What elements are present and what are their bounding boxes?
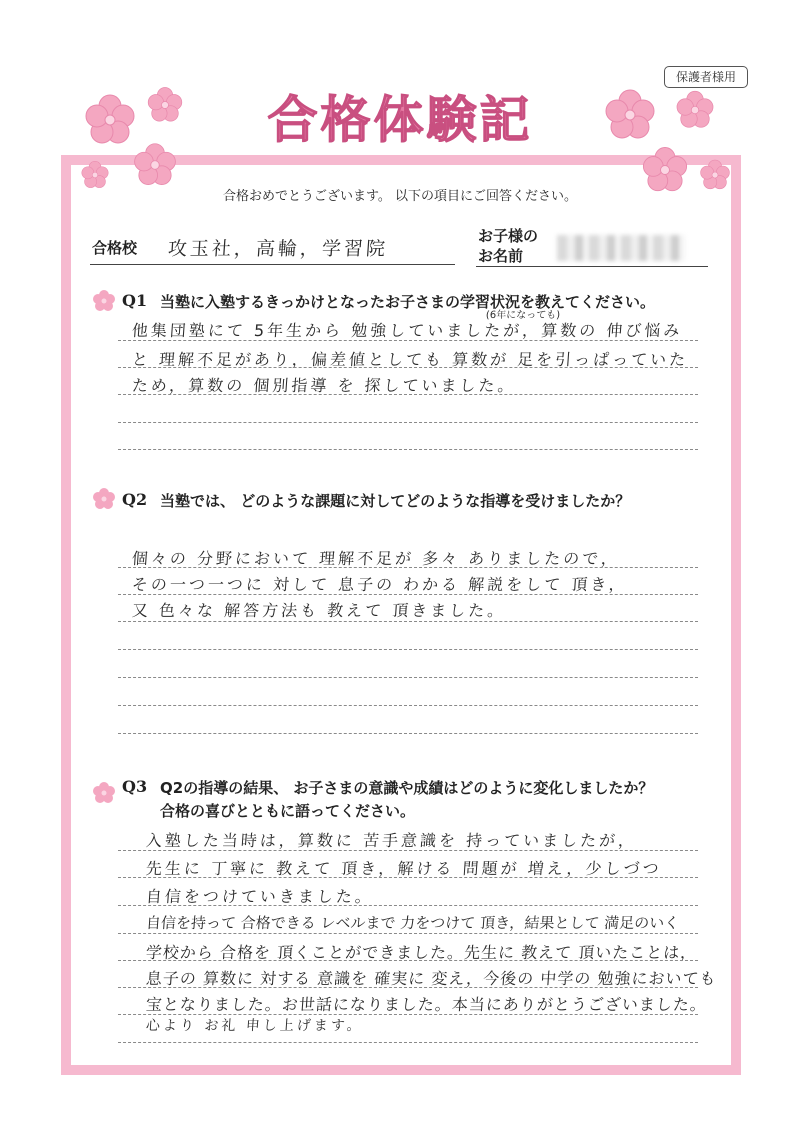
q1-answer-line: 他集団塾にて 5年生から 勉強していましたが，算数の 伸び悩み	[131, 321, 684, 340]
q3-question-line1: Q2の指導の結果、 お子さまの意識や成績はどのように変化しましたか？	[160, 779, 654, 797]
redacted-name	[557, 235, 685, 261]
q1-answer-line: と 理解不足があり，偏差値としても 算数が 足を引っぱっていた	[131, 350, 689, 369]
ruled-line	[118, 449, 698, 450]
q3-flower-icon	[92, 781, 116, 805]
q3-answer-line: 先生に 丁寧に 教えて 頂き，解ける 問題が 増え，少しづつ	[145, 859, 663, 878]
cherry-blossom-cluster-left-icon	[70, 80, 220, 200]
q1-number: Q1	[122, 291, 148, 310]
q3-answer-line: 入塾した当時は，算数に 苦手意識を 持っていましたが，	[145, 831, 638, 850]
q1-answer-line: ため，算数の 個別指導 を 探していました。	[131, 376, 518, 395]
q3-question-line2: 合格の喜びとともに語ってください。	[160, 802, 416, 820]
q3-number: Q3	[122, 777, 148, 796]
ruled-line	[118, 340, 698, 341]
ruled-line	[118, 705, 698, 706]
name-underline	[476, 266, 708, 267]
q3-answer-line: 自信をつけていきました。	[145, 887, 375, 906]
ruled-line	[118, 987, 698, 988]
ruled-line	[118, 1042, 698, 1043]
ruled-line	[118, 649, 698, 650]
q1-question: 当塾に入塾するきっかけとなったお子さまの学習状況を教えてください。	[160, 293, 656, 311]
q3-answer-line: 自信を持って 合格できる レベルまで 力をつけて 頂き，結果として 満足のいく	[145, 914, 680, 932]
guardian-badge: 保護者様用	[664, 66, 748, 88]
ruled-line	[118, 1014, 698, 1015]
q3-answer-line: 息子の 算数に 対する 意識を 確実に 変え，今後の 中学の 勉強においても	[145, 969, 718, 988]
page-title: 合格体験記	[267, 90, 533, 149]
q2-number: Q2	[122, 490, 148, 509]
ruled-line	[118, 567, 698, 568]
ruled-line	[118, 877, 698, 878]
q3-answer-line: 心より お礼 申し上げます。	[145, 1018, 365, 1034]
ruled-line	[118, 594, 698, 595]
q2-answer-line: 又 色々な 解答方法も 教えて 頂きました。	[131, 601, 507, 620]
q2-question: 当塾では、 どのような課題に対してどのような指導を受けましたか？	[160, 492, 631, 510]
ruled-line	[118, 422, 698, 423]
ruled-line	[118, 933, 698, 934]
school-underline	[90, 264, 455, 265]
ruled-line	[118, 394, 698, 395]
ruled-line	[118, 621, 698, 622]
instructions: 合格おめでとうございます。 以下の項目にご回答ください。	[222, 189, 578, 204]
q1-note: (6年になっても)	[485, 310, 561, 321]
q2-answer-line: その一つ一つに 対して 息子の わかる 解説をして 頂き，	[131, 575, 629, 594]
q1-flower-icon	[92, 289, 116, 313]
ruled-line	[118, 905, 698, 906]
ruled-line	[118, 733, 698, 734]
child-name-label-line2: お名前	[478, 247, 524, 265]
ruled-line	[118, 367, 698, 368]
ruled-line	[118, 677, 698, 678]
school-label: 合格校	[92, 239, 138, 257]
child-name-label-line1: お子様の	[478, 227, 539, 245]
q3-answer-line: 学校から 合格を 頂くことができました。先生に 教えて 頂いたことは，	[145, 943, 698, 962]
ruled-line	[118, 850, 698, 851]
q2-answer-line: 個々の 分野において 理解不足が 多々 ありましたので，	[131, 549, 621, 568]
q2-flower-icon	[92, 487, 116, 511]
q3-answer-line: 宝となりました。お世話になりました。本当にありがとうございました。	[145, 995, 708, 1014]
ruled-line	[118, 960, 698, 961]
school-value: 攻玉社，高輪，学習院	[167, 238, 389, 260]
